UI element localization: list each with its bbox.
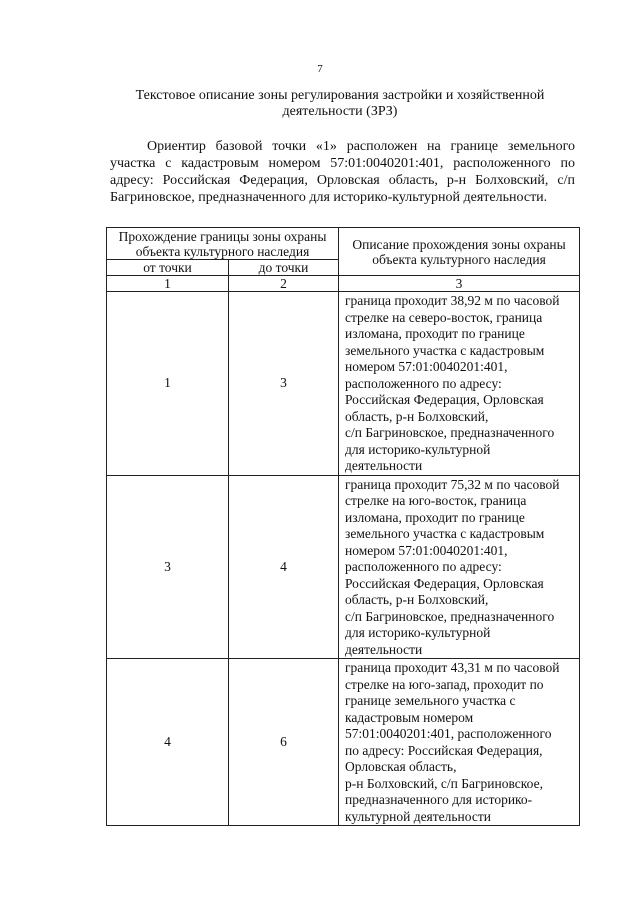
intro-paragraph — [110, 138, 575, 206]
to-point-cell: 3 — [229, 292, 339, 476]
to-point-cell: 4 — [229, 475, 339, 659]
intro-text: Ориентир базовой точки «1» расположен на границе земельного участка с кадастровым номером 57:01:0040201:401, расположенного по адресу: Российская Федерация, Орловская область, р-н Болховский, с/п Багриновское, предназначенного для историко-культурной деятельности. — [110, 139, 575, 205]
description-cell: граница проходит 43,31 м по часовой стрелке на юго-запад, проходит по границе земельного участка с кадастровым номером 57:01:0040201:401, расположенного по адресу: Российская Федерация, Орловская область, р-н Болховский, с/п Багриновское, предназначенного для историко- культурной деятельности — [339, 659, 580, 826]
table-row — [107, 292, 580, 476]
from-point-cell: 3 — [107, 475, 229, 659]
title-line-2: деятельности (ЗРЗ) — [282, 104, 398, 119]
header-boundary-passage: Прохождение границы зоны охраны объекта культурного наследия — [107, 228, 339, 260]
title-line-1: Текстовое описание зоны регулирования застройки и хозяйственной — [135, 88, 545, 103]
column-number-2: 2 — [229, 276, 339, 292]
table-row — [107, 475, 580, 659]
description-cell: граница проходит 75,32 м по часовой стрелке на юго-восток, граница изломана, проходит по границе земельного участка с кадастровым номером 57:01:0040201:401, расположенного по адресу: Российская Федерация, Орловская область, р-н Болховский, с/п Багриновское, предназначенного для историко-культурной деятельности — [339, 475, 580, 659]
header-description: Описание прохождения зоны охраны объекта культурного наследия — [339, 228, 580, 276]
table-row — [107, 659, 580, 826]
column-number-1: 1 — [107, 276, 229, 292]
description-cell: граница проходит 38,92 м по часовой стрелке на северо-восток, граница изломана, проходит по границе земельного участка с кадастровым номером 57:01:0040201:401, расположенного по адресу: Российская Федерация, Орловская область, р-н Болховский, с/п Багриновское, предназначенного для историко-культурной деятельности — [339, 292, 580, 476]
to-point-cell: 6 — [229, 659, 339, 826]
column-number-3: 3 — [339, 276, 580, 292]
document-title — [110, 88, 570, 120]
from-point-cell: 4 — [107, 659, 229, 826]
header-from-point: от точки — [107, 260, 229, 276]
header-to-point: до точки — [229, 260, 339, 276]
page-number: 7 — [317, 63, 323, 75]
boundary-table — [106, 227, 580, 826]
from-point-cell: 1 — [107, 292, 229, 476]
